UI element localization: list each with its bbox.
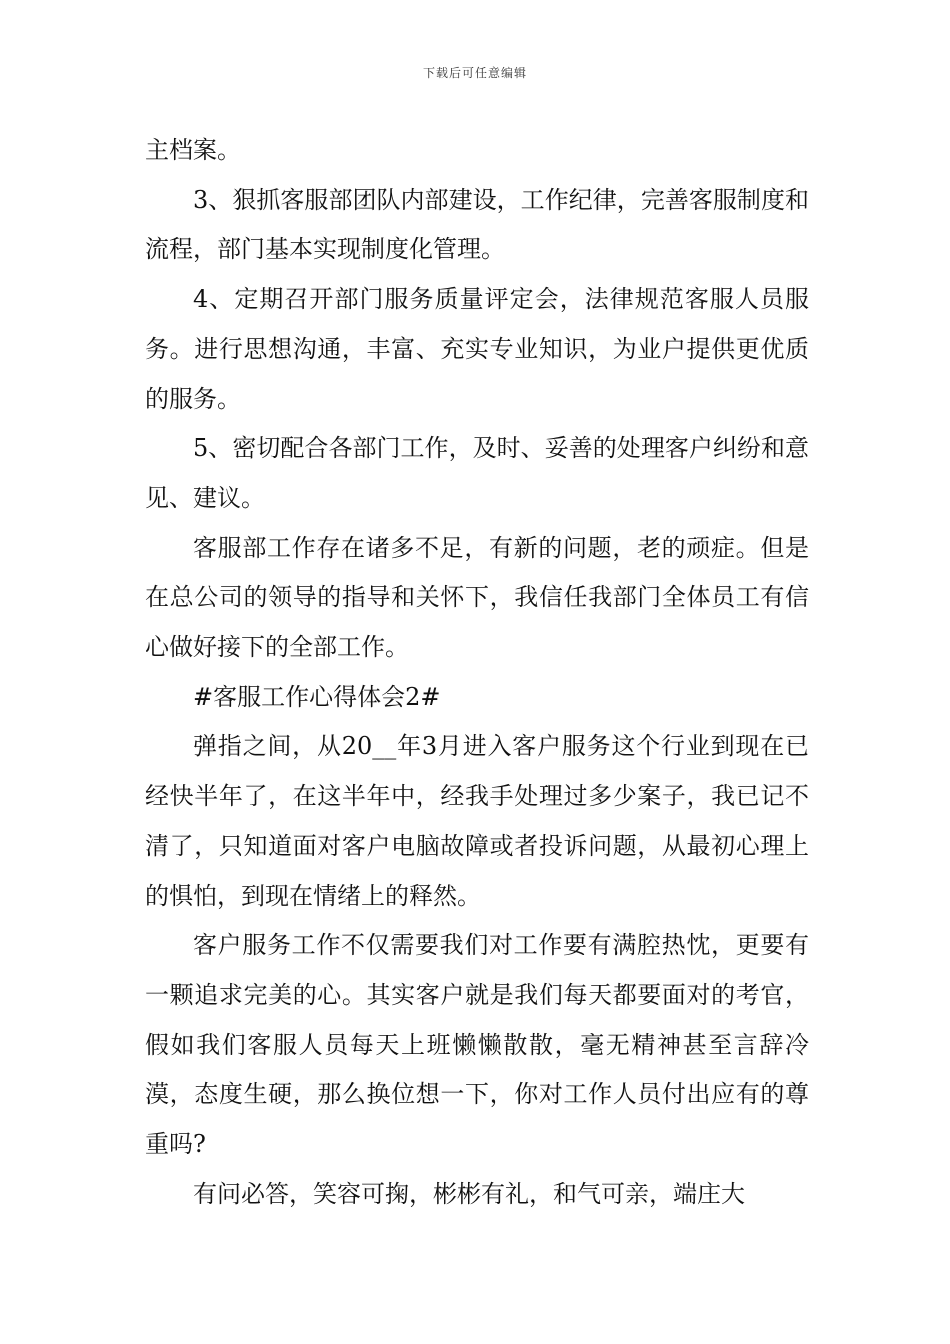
paragraph: 有问必答，笑容可掬，彬彬有礼，和气可亲，端庄大 <box>193 1179 745 1208</box>
paragraph: 客服部工作存在诸多不足，有新的问题，老的顽症。但是在总公司的领导的指导和关怀下，我信任我部门全体员工有信心做好接下的全部工作。 <box>145 533 809 662</box>
page-header: 下载后可任意编辑 <box>422 66 527 80</box>
document-body <box>145 126 809 1219</box>
paragraph: 5、密切配合各部门工作，及时、妥善的处理客户纠纷和意见、建议。 <box>145 434 809 512</box>
paragraph: 弹指之间，从20__年3月进入客户服务这个行业到现在已经快半年了，在这半年中，经我手处理过多少案子，我已记不清了，只知道面对客户电脑故障或者投诉问题，从最初心理上的惧怕，到现在情绪上的释然。 <box>145 732 809 910</box>
paragraph: 客户服务工作不仅需要我们对工作要有满腔热忱，更要有一颗追求完美的心。其实客户就是我们每天都要面对的考官，假如我们客服人员每天上班懒懒散散，毫无精神甚至言辞冷漠，态度生硬，那么换位想一下，你对工作人员付出应有的尊重吗? <box>145 931 809 1159</box>
paragraph: 4、定期召开部门服务质量评定会，法律规范客服人员服务。进行思想沟通，丰富、充实专业知识，为业户提供更优质的服务。 <box>145 285 809 413</box>
paragraph: 主档案。 <box>145 136 241 164</box>
section-heading: #客服工作心得体会2# <box>193 682 441 711</box>
paragraph: 3、狠抓客服部团队内部建设，工作纪律，完善客服制度和流程，部门基本实现制度化管理。 <box>145 185 809 264</box>
